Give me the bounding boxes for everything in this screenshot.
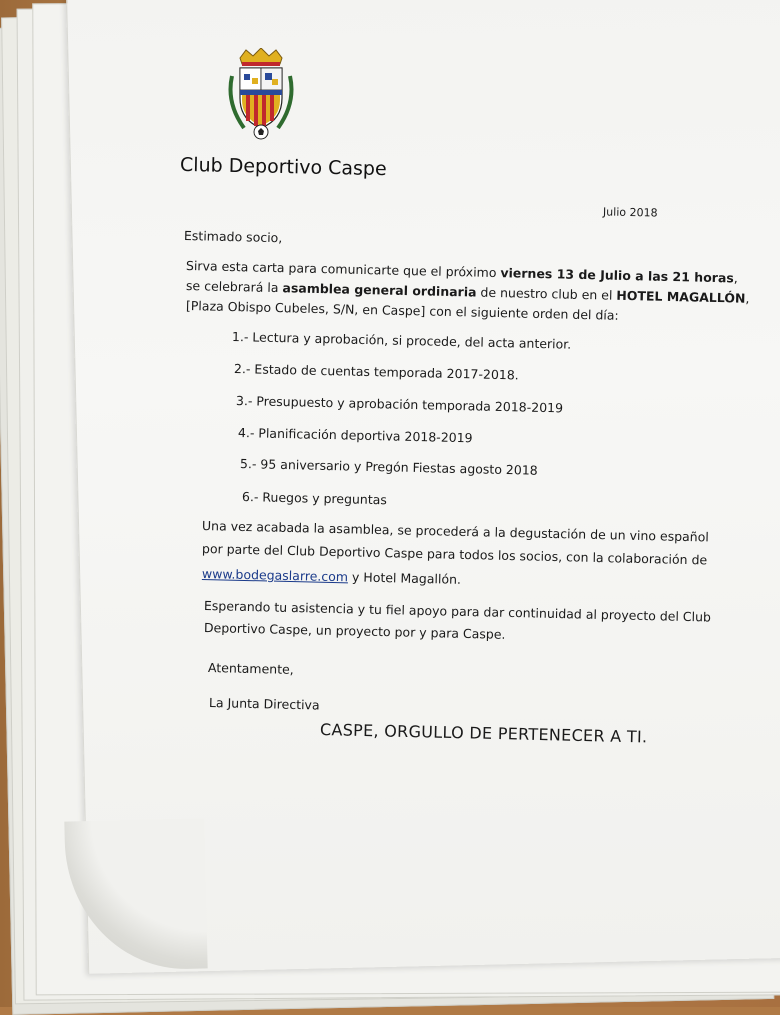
- meeting-venue: HOTEL MAGALLÓN: [616, 287, 746, 306]
- meeting-type: asamblea general ordinaria: [282, 280, 477, 300]
- intro-line-3: [Plaza Obispo Cubeles, S/N, en Caspe] con el siguiente orden del día:: [185, 298, 619, 323]
- signature: La Junta Directiva: [208, 695, 320, 713]
- intro-text: se celebrará la: [185, 278, 283, 296]
- closing-line-1: Una vez acabada la asamblea, se procederá a la degustación de un vino español: [201, 518, 709, 545]
- agenda-item: 6.- Ruegos y preguntas: [241, 489, 388, 508]
- sponsor-link[interactable]: www.bodegaslarre.com: [201, 566, 349, 585]
- agenda-item: 3.- Presupuesto y aprobación temporada 2018-2019: [235, 393, 564, 416]
- intro-text: ,: [745, 290, 750, 306]
- hope-line-1: Esperando tu asistencia y tu fiel apoyo para dar continuidad al proyecto del Club: [203, 598, 712, 625]
- closing-text: y Hotel Magallón.: [347, 569, 462, 587]
- intro-text: Sirva esta carta para comunicarte que el próximo: [185, 258, 501, 281]
- club-name: Club Deportivo Caspe: [179, 153, 387, 181]
- agenda-item: 5.- 95 aniversario y Pregón Fiestas agosto 2018: [239, 456, 538, 478]
- letter-date: Julio 2018: [602, 205, 658, 220]
- sign-off: Atentamente,: [207, 660, 294, 677]
- agenda-item: 2.- Estado de cuentas temporada 2017-2018.: [233, 361, 519, 383]
- club-motto: CASPE, ORGULLO DE PERTENECER A TI.: [319, 720, 648, 747]
- hope-line-2: Deportivo Caspe, un proyecto por y para Caspe.: [203, 620, 506, 642]
- intro-text: ,: [733, 270, 738, 286]
- meeting-datetime: viernes 13 de Julio a las 21 horas: [500, 265, 734, 286]
- agenda-item: 1.- Lectura y aprobación, si procede, del acta anterior.: [231, 329, 572, 352]
- agenda-item: 4.- Planificación deportiva 2018-2019: [237, 425, 473, 446]
- intro-text: de nuestro club en el: [476, 284, 617, 303]
- greeting: Estimado socio,: [183, 228, 283, 246]
- closing-line-3: [202, 566, 461, 587]
- club-crest-icon: [226, 48, 296, 140]
- closing-line-2: por parte del Club Deportivo Caspe para todos los socios, con la colaboración de: [201, 541, 708, 568]
